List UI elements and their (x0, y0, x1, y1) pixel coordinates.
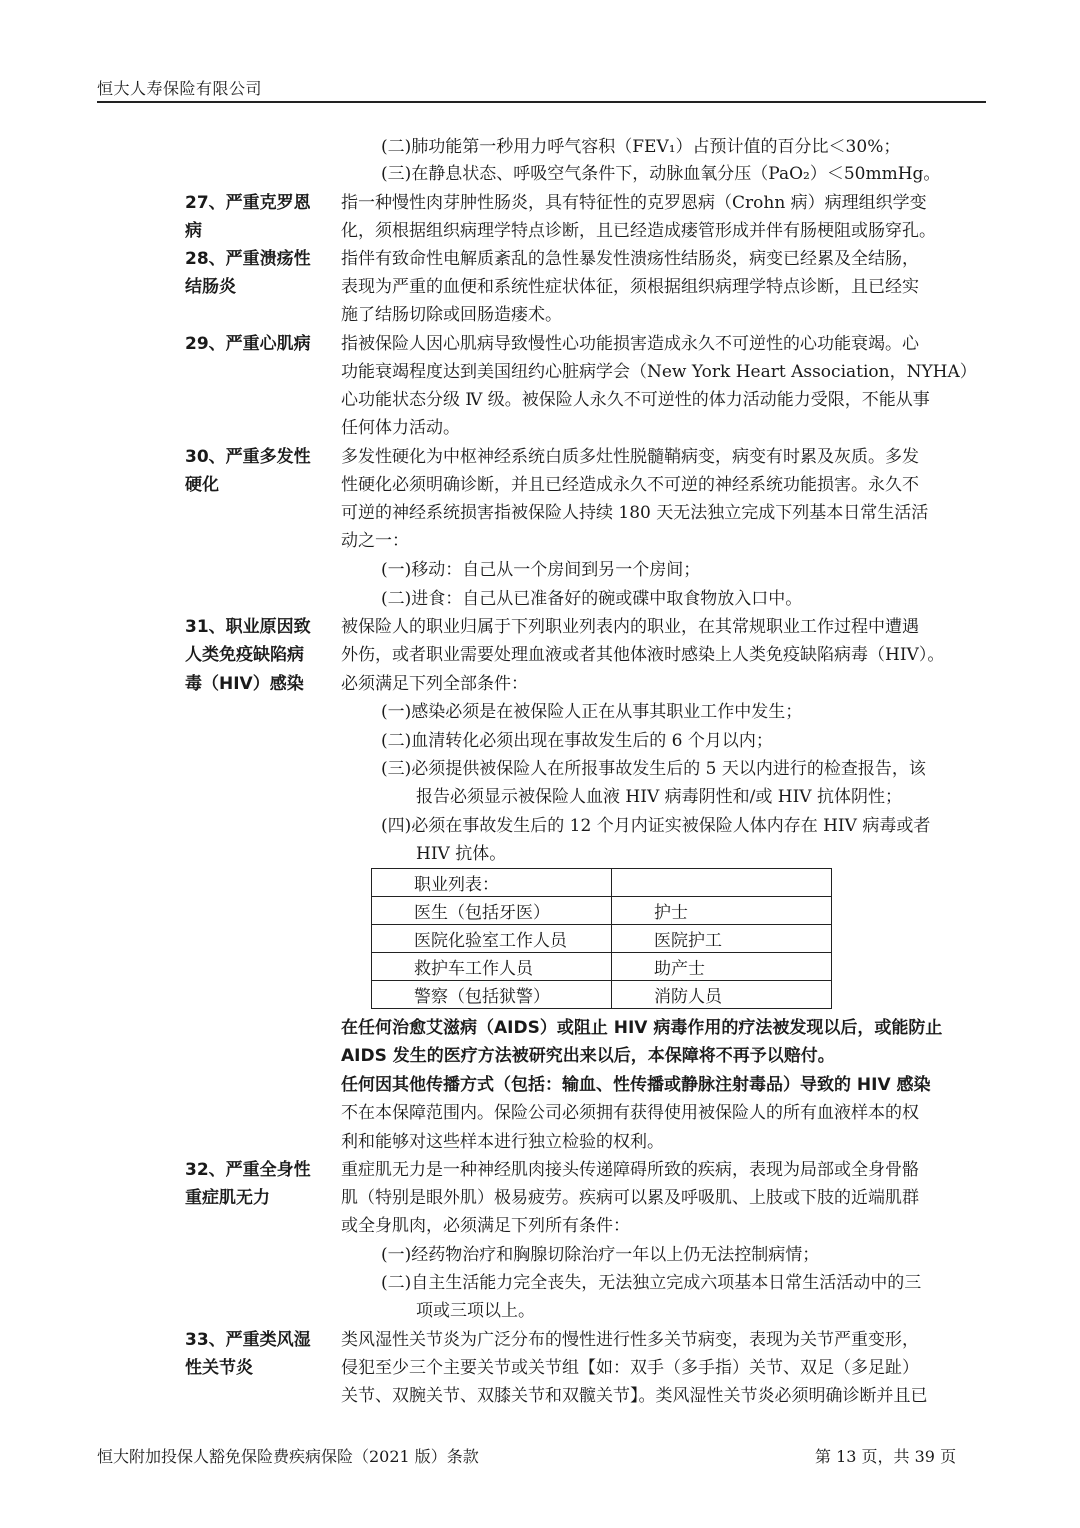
body-line: 项或三项以上。 (416, 1301, 535, 1321)
table-cell: 救护车工作人员 (372, 953, 612, 981)
body-line: 心功能状态分级 Ⅳ 级。被保险人永久不可逆性的体力活动能力受限，不能从事 (341, 390, 930, 410)
table-row (372, 981, 832, 1009)
body-line: 报告必须显示被保险人血液 HIV 病毒阴性和/或 HIV 抗体阴性； (416, 787, 902, 807)
table-cell: 医生（包括牙医） (372, 897, 612, 925)
body-line: 重症肌无力是一种神经肌肉接头传递障碍所致的疾病，表现为局部或全身骨骼 (341, 1160, 919, 1180)
table-cell: 消防人员 (612, 981, 832, 1009)
body-line: 功能衰竭程度达到美国纽约心脏病学会（New York Heart Association，NYHA） (341, 362, 977, 382)
body-line: (一)经药物治疗和胸腺切除治疗一年以上仍无法控制病情； (381, 1245, 820, 1265)
table-cell (612, 869, 832, 897)
body-line: (三)必须提供被保险人在所报事故发生后的 5 天以内进行的检查报告，该 (381, 759, 926, 779)
clause-term: 28、严重溃疡性 (185, 249, 311, 269)
clause-term: 29、严重心肌病 (185, 334, 311, 354)
table-row (372, 897, 832, 925)
body-line: (二)自主生活能力完全丧失，无法独立完成六项基本日常生活活动中的三 (381, 1273, 922, 1293)
body-line: 指一种慢性肉芽肿性肠炎，具有特征性的克罗恩病（Crohn 病）病理组织学变 (341, 193, 927, 213)
clause-term: 30、严重多发性 (185, 447, 311, 467)
clause-term: 31、职业原因致 (185, 617, 311, 637)
body-line: 动之一： (341, 531, 409, 551)
table-cell: 助产士 (612, 953, 832, 981)
body-line: 关节、双腕关节、双膝关节和双髋关节】。类风湿性关节炎必须明确诊断并且已 (341, 1386, 928, 1406)
table-row (372, 869, 832, 897)
body-line: (一)感染必须是在被保险人正在从事其职业工作中发生； (381, 702, 803, 722)
table-row (372, 953, 832, 981)
body-line: 被保险人的职业归属于下列职业列表内的职业，在其常规职业工作过程中遭遇 (341, 617, 919, 637)
table-cell: 护士 (612, 897, 832, 925)
company-name: 恒大人寿保险有限公司 (97, 79, 263, 98)
body-line: (四)必须在事故发生后的 12 个月内证实被保险人体内存在 HIV 病毒或者 (381, 816, 931, 836)
body-line: 侵犯至少三个主要关节或关节组【如：双手（多手指）关节、双足（多足趾） (341, 1358, 919, 1378)
body-line: (二)血清转化必须出现在事故发生后的 6 个月以内； (381, 731, 773, 751)
body-line: AIDS 发生的医疗方法被研究出来以后，本保障将不再予以赔付。 (341, 1046, 835, 1066)
body-line: 外伤，或者职业需要处理血液或者其他体液时感染上人类免疫缺陷病毒（HIV）。 (341, 645, 945, 665)
body-line: 多发性硬化为中枢神经系统白质多灶性脱髓鞘病变，病变有时累及灰质。多发 (341, 447, 919, 467)
table-row (372, 925, 832, 953)
body-line: 指被保险人因心肌病导致慢性心功能损害造成永久不可逆性的心功能衰竭。心 (341, 334, 919, 354)
body-line: 利和能够对这些样本进行独立检验的权利。 (341, 1132, 664, 1152)
clause-term: 结肠炎 (185, 277, 236, 297)
body-line: 施了结肠切除或回肠造瘘术。 (341, 305, 562, 325)
body-line: 指伴有致命性电解质紊乱的急性暴发性溃疡性结肠炎，病变已经累及全结肠， (341, 249, 919, 269)
body-line: (二)进食：自己从已准备好的碗或碟中取食物放入口中。 (381, 589, 803, 609)
body-line: 性硬化必须明确诊断，并且已经造成永久不可逆的神经系统功能损害。永久不 (341, 475, 919, 495)
page-number: 第 13 页，共 39 页 (815, 1447, 957, 1466)
clause-term: 33、严重类风湿 (185, 1330, 311, 1350)
body-line: 任何体力活动。 (341, 418, 460, 438)
document-title: 恒大附加投保人豁免保险费疾病保险（2021 版）条款 (97, 1447, 479, 1466)
body-line: HIV 抗体。 (416, 844, 507, 864)
occupation-table (371, 868, 832, 1009)
body-line: 类风湿性关节炎为广泛分布的慢性进行性多关节病变，表现为关节严重变形， (341, 1330, 919, 1350)
table-cell: 警察（包括狱警） (372, 981, 612, 1009)
table-cell: 医院化验室工作人员 (372, 925, 612, 953)
body-line: 必须满足下列全部条件： (341, 674, 528, 694)
body-line: 不在本保障范围内。保险公司必须拥有获得使用被保险人的所有血液样本的权 (341, 1103, 919, 1123)
body-line: 化，须根据组织病理学特点诊断，且已经造成瘘管形成并伴有肠梗阻或肠穿孔。 (341, 221, 936, 241)
body-line: 任何因其他传播方式（包括：输血、性传播或静脉注射毒品）导致的 HIV 感染 (341, 1075, 931, 1095)
clause-term: 病 (185, 221, 202, 241)
table-cell: 职业列表： (372, 869, 612, 897)
body-line: 或全身肌肉，必须满足下列所有条件： (341, 1216, 630, 1236)
body-line: (三)在静息状态、呼吸空气条件下，动脉血氧分压（PaO₂）＜50mmHg。 (381, 164, 941, 184)
clause-term: 性关节炎 (185, 1358, 253, 1378)
body-line: (二)肺功能第一秒用力呼气容积（FEV₁）占预计值的百分比＜30%； (381, 137, 901, 157)
body-line: (一)移动：自己从一个房间到另一个房间； (381, 560, 701, 580)
body-line: 在任何治愈艾滋病（AIDS）或阻止 HIV 病毒作用的疗法被发现以后，或能防止 (341, 1018, 943, 1038)
body-line: 可逆的神经系统损害指被保险人持续 180 天无法独立完成下列基本日常生活活 (341, 503, 929, 523)
clause-term: 硬化 (185, 475, 219, 495)
clause-term: 毒（HIV）感染 (185, 674, 304, 694)
body-line: 肌（特别是眼外肌）极易疲劳。疾病可以累及呼吸肌、上肢或下肢的近端肌群 (341, 1188, 919, 1208)
clause-term: 人类免疫缺陷病 (185, 645, 304, 665)
table-cell: 医院护工 (612, 925, 832, 953)
clause-term: 27、严重克罗恩 (185, 193, 311, 213)
clause-term: 32、严重全身性 (185, 1160, 311, 1180)
body-line: 表现为严重的血便和系统性症状体征，须根据组织病理学特点诊断，且已经实 (341, 277, 919, 297)
header-divider (97, 101, 986, 103)
clause-term: 重症肌无力 (185, 1188, 270, 1208)
